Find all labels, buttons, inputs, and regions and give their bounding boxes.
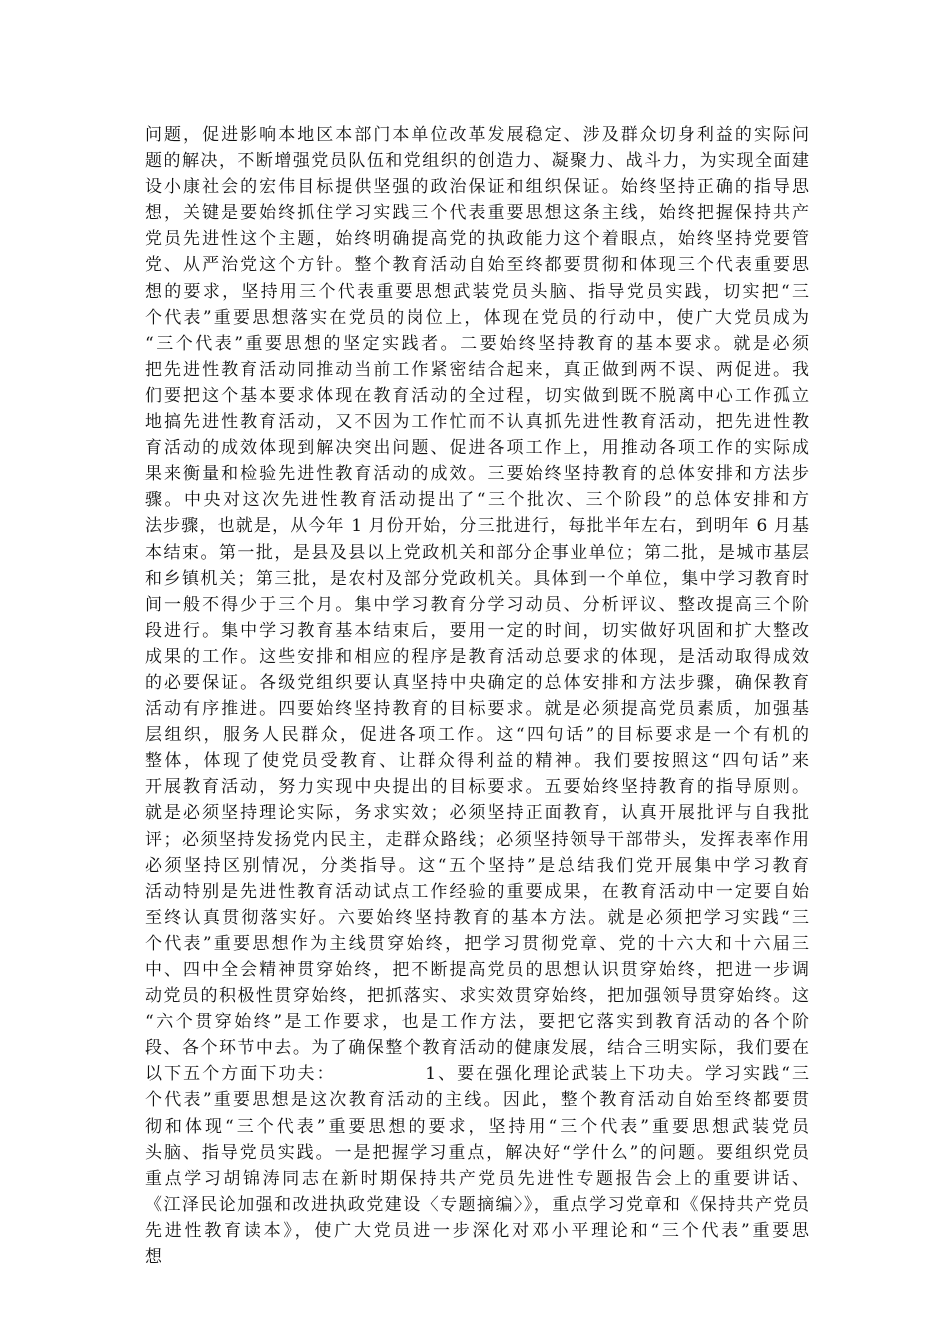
text-line: 骤。中央对这次先进性教育活动提出了“三个批次、三个阶段”的总体安排和方	[145, 490, 809, 511]
text-line: 果来衡量和检验先进性教育活动的成效。三要始终坚持教育的总体安排和方法步	[145, 464, 809, 485]
text-line: 间一般不得少于三个月。集中学习教育分学习动员、分析评议、整改提高三个阶	[145, 594, 809, 615]
text-line: “三个代表”重要思想的坚定实践者。二要始终坚持教育的基本要求。就是必须	[145, 333, 809, 354]
text-line: 以下五个方面下功夫： 1、要在强化理论武装上下功夫。学习实践“三	[145, 1064, 809, 1085]
text-line: 活动特别是先进性教育活动试点工作经验的重要成果，在教育活动中一定要自始	[145, 881, 809, 902]
text-line: 整体，体现了使党员受教育、让群众得利益的精神。我们要按照这“四句话”来	[145, 751, 809, 772]
text-line: 法步骤，也就是，从今年 1 月份开始，分三批进行，每批半年左右，到明年 6 月基	[145, 516, 809, 537]
text-line: 想的要求，坚持用三个代表重要思想武装党员头脑、指导党员实践，切实把“三	[145, 281, 809, 302]
text-line: 党、从严治党这个方针。整个教育活动自始至终都要贯彻和体现三个代表重要思	[145, 255, 809, 276]
text-line: 设小康社会的宏伟目标提供坚强的政治保证和组织保证。始终坚持正确的指导思	[145, 177, 809, 198]
text-line: 层组织，服务人民群众，促进各项工作。这“四句话”的目标要求是一个有机的	[145, 725, 809, 746]
text-line: 的必要保证。各级党组织要认真坚持中央确定的总体安排和方法步骤，确保教育	[145, 672, 809, 693]
text-line: 段进行。集中学习教育基本结束后，要用一定的时间，切实做好巩固和扩大整改	[145, 620, 809, 641]
text-line: 重点学习胡锦涛同志在新时期保持共产党员先进性专题报告会上的重要讲话、	[145, 1168, 809, 1189]
text-line: 和乡镇机关；第三批，是农村及部分党政机关。具体到一个单位，集中学习教育时	[145, 568, 809, 589]
text-line: 必须坚持区别情况，分类指导。这“五个坚持”是总结我们党开展集中学习教育	[145, 855, 809, 876]
text-line: 就是必须坚持理论实际，务求实效；必须坚持正面教育，认真开展批评与自我批	[145, 803, 809, 824]
text-line: “六个贯穿始终”是工作要求，也是工作方法，要把它落实到教育活动的各个阶	[145, 1012, 809, 1033]
text-line: 活动有序推进。四要始终坚持教育的目标要求。就是必须提高党员素质，加强基	[145, 699, 809, 720]
text-line: 个代表”重要思想落实在党员的岗位上，体现在党员的行动中，使广大党员成为	[145, 307, 809, 328]
text-line: 动党员的积极性贯穿始终，把抓落实、求实效贯穿始终，把加强领导贯穿始终。这	[145, 986, 809, 1007]
text-line: 头脑、指导党员实践。一是把握学习重点，解决好“学什么”的问题。要组织党员	[145, 1142, 809, 1163]
text-line: 《江泽民论加强和改进执政党建设〈专题摘编〉》，重点学习党章和《保持共产党员	[145, 1194, 809, 1215]
text-line: 段、各个环节中去。为了确保整个教育活动的健康发展，结合三明实际，我们要在	[145, 1038, 809, 1059]
text-line: 个代表”重要思想是这次教育活动的主线。因此，整个教育活动自始至终都要贯	[145, 1090, 809, 1111]
text-line: 至终认真贯彻落实好。六要始终坚持教育的基本方法。就是必须把学习实践“三	[145, 907, 809, 928]
text-line: 想，关键是要始终抓住学习实践三个代表重要思想这条主线，始终把握保持共产	[145, 203, 809, 224]
text-line: 彻和体现“三个代表”重要思想的要求，坚持用“三个代表”重要思想武装党员	[145, 1116, 809, 1137]
text-line: 本结束。第一批，是县及县以上党政机关和部分企事业单位；第二批，是城市基层	[145, 542, 809, 563]
text-line: 评；必须坚持发扬党内民主，走群众路线；必须坚持领导干部带头，发挥表率作用	[145, 829, 809, 850]
text-line: 育活动的成效体现到解决突出问题、促进各项工作上，用推动各项工作的实际成	[145, 438, 809, 459]
text-line: 中、四中全会精神贯穿始终，把不断提高党员的思想认识贯穿始终，把进一步调	[145, 960, 809, 980]
text-line: 成果的工作。这些安排和相应的程序是教育活动总要求的体现，是活动取得成效	[145, 646, 809, 667]
text-line: 先进性教育读本》，使广大党员进一步深化对邓小平理论和“三个代表”重要思	[145, 1220, 809, 1241]
body-text	[145, 122, 809, 1270]
text-line: 问题，促进影响本地区本部门本单位改革发展稳定、涉及群众切身利益的实际问	[145, 125, 809, 145]
text-line: 开展教育活动，努力实现中央提出的目标要求。五要始终坚持教育的指导原则。	[145, 777, 809, 798]
text-line: 党员先进性这个主题，始终明确提高党的执政能力这个着眼点，始终坚持党要管	[145, 229, 809, 250]
text-line: 想	[145, 1247, 162, 1268]
text-line: 题的解决，不断增强党员队伍和党组织的创造力、凝聚力、战斗力，为实现全面建	[145, 151, 809, 172]
text-line: 们要把这个基本要求体现在教育活动的全过程，切实做到既不脱离中心工作孤立	[145, 385, 809, 406]
text-line: 个代表”重要思想作为主线贯穿始终，把学习贯彻党章、党的十六大和十六届三	[145, 933, 809, 954]
text-line: 把先进性教育活动同推动当前工作紧密结合起来，真正做到两不误、两促进。我	[145, 359, 809, 380]
text-line: 地搞先进性教育活动，又不因为工作忙而不认真抓先进性教育活动，把先进性教	[145, 412, 809, 433]
